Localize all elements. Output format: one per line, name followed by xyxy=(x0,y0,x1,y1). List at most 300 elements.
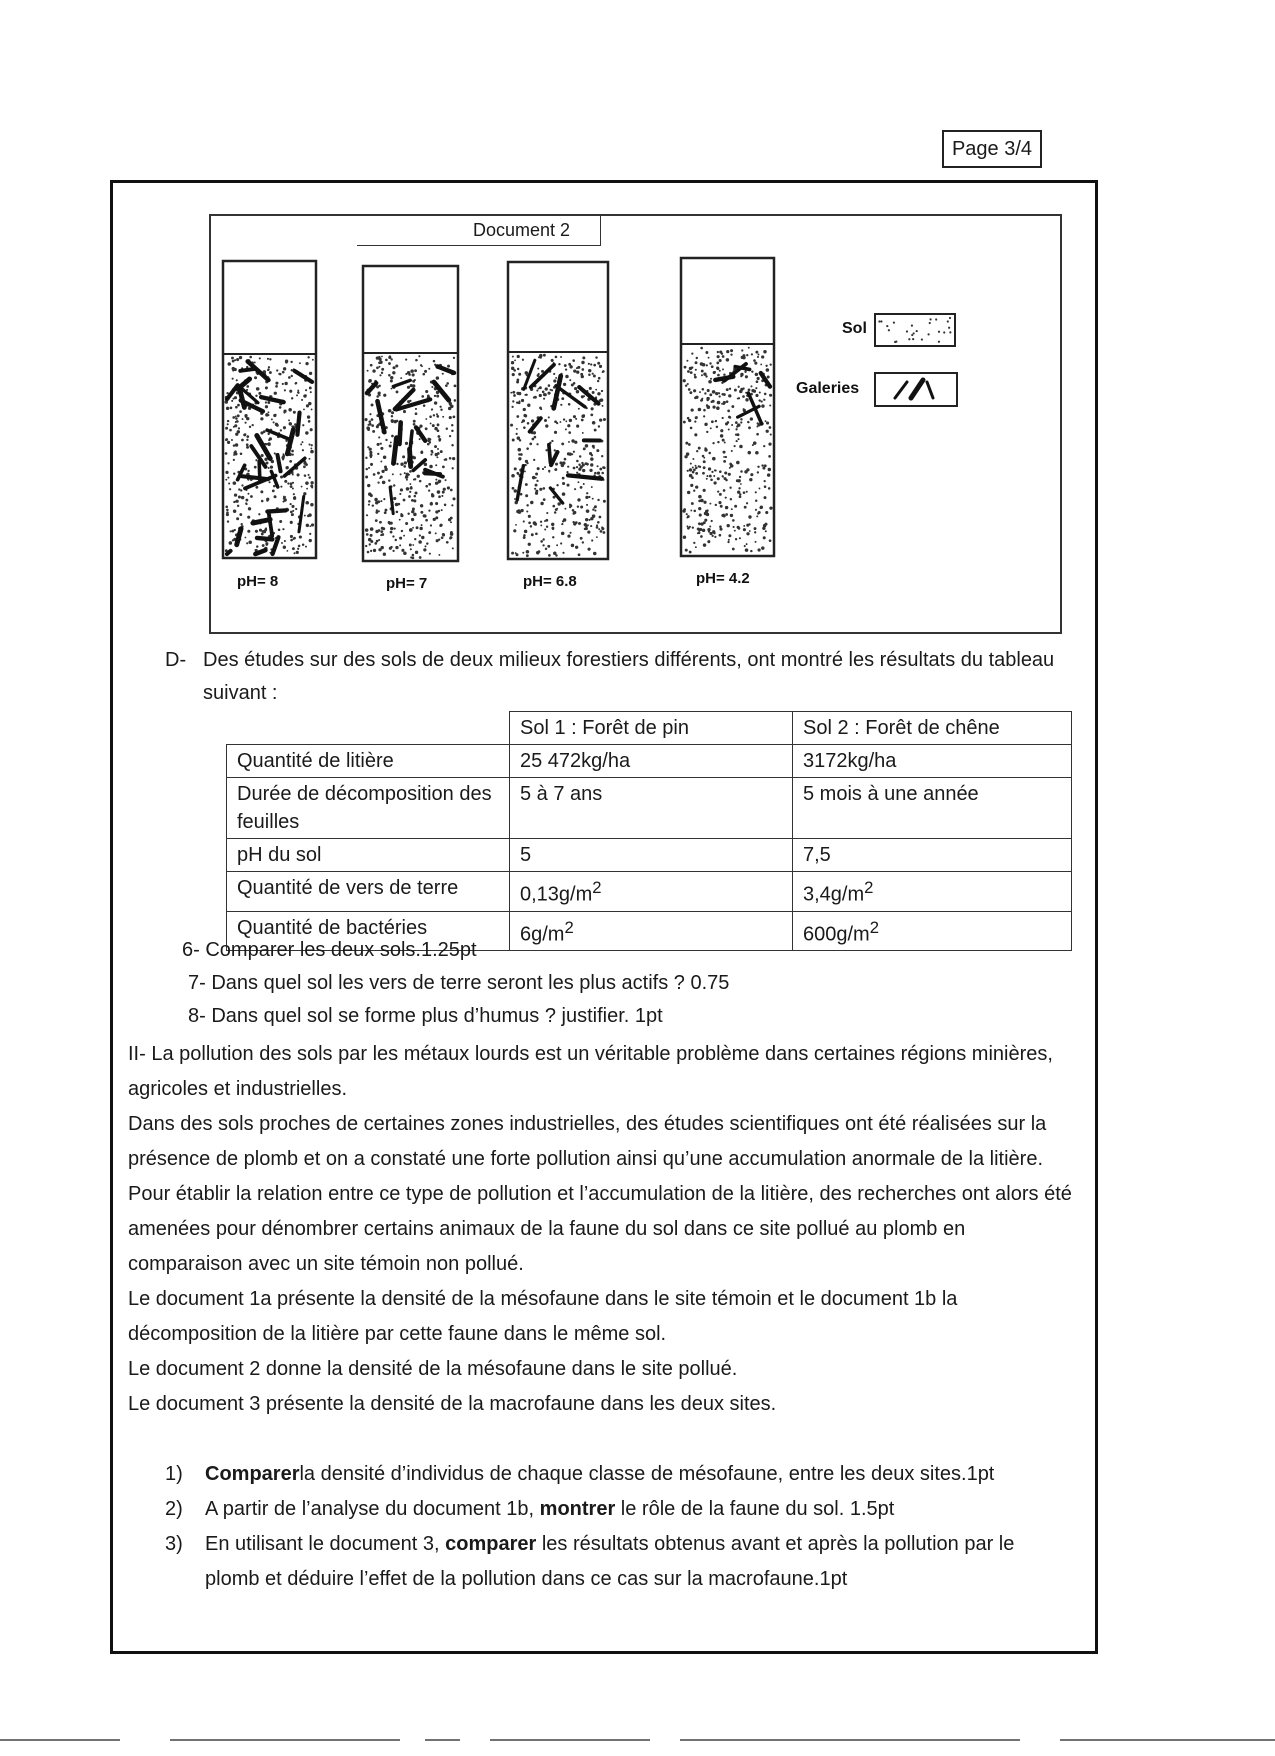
soil-particle xyxy=(390,527,393,530)
soil-particle xyxy=(576,472,578,474)
soil-particle xyxy=(723,451,726,454)
soil-particle xyxy=(454,399,457,402)
soil-particle xyxy=(290,539,293,542)
soil-particle xyxy=(769,426,772,429)
soil-particle xyxy=(551,440,553,442)
row-label: Durée de décomposition des feuilles xyxy=(227,778,510,839)
soil-particle xyxy=(768,468,771,471)
soil-particle xyxy=(235,500,238,503)
soil-particle xyxy=(525,371,529,375)
soil-particle xyxy=(547,392,550,395)
soil-particle xyxy=(597,362,600,365)
soil-particle xyxy=(542,468,544,470)
soil-particle xyxy=(704,512,708,516)
soil-particle xyxy=(423,548,426,551)
soil-particle xyxy=(400,514,403,517)
soil-particle xyxy=(226,407,229,410)
soil-particle xyxy=(728,473,731,476)
question-6: 6- Comparer les deux sols.1.25pt xyxy=(182,939,477,961)
soil-particle xyxy=(414,495,416,497)
soil-particle xyxy=(725,422,728,425)
legend-soil-particle xyxy=(949,331,951,333)
table-corner-cell xyxy=(227,712,510,745)
soil-particle xyxy=(683,379,686,382)
soil-particle xyxy=(309,372,312,375)
soil-particle xyxy=(413,513,417,517)
soil-particle xyxy=(268,467,270,469)
soil-particle xyxy=(371,418,374,421)
soil-particle xyxy=(520,453,523,456)
soil-particle xyxy=(373,473,376,476)
soil-particle xyxy=(746,354,748,356)
soil-particle xyxy=(260,417,263,420)
soil-particle xyxy=(720,429,723,432)
task-text: le rôle de la faune du sol. 1.5pt xyxy=(615,1498,895,1520)
soil-particle xyxy=(374,542,377,545)
soil-particle xyxy=(573,522,576,525)
soil-particle xyxy=(746,524,749,527)
soil-particle xyxy=(261,454,264,457)
soil-particle xyxy=(446,541,449,544)
soil-particle xyxy=(539,488,542,491)
soil-particle xyxy=(365,418,368,421)
soil-particle xyxy=(729,487,731,489)
soil-particle xyxy=(451,430,453,432)
soil-particle xyxy=(599,418,602,421)
soil-particle xyxy=(770,363,772,365)
soil-particle xyxy=(403,465,406,468)
soil-particle xyxy=(574,488,576,490)
soil-particle xyxy=(544,393,547,396)
soil-particle xyxy=(511,367,513,369)
soil-particle xyxy=(292,488,294,490)
soil-particle xyxy=(590,525,592,527)
soil-particle xyxy=(544,419,547,422)
soil-particle xyxy=(512,400,514,402)
soil-particle xyxy=(727,409,730,412)
soil-particle xyxy=(760,364,762,366)
soil-particle xyxy=(532,438,535,441)
soil-particle xyxy=(540,524,542,526)
soil-particle xyxy=(748,388,751,391)
soil-particle xyxy=(689,391,692,394)
soil-particle xyxy=(577,498,580,501)
soil-particle xyxy=(757,377,760,380)
soil-particle xyxy=(236,420,239,423)
soil-particle xyxy=(405,373,407,375)
soil-particle xyxy=(275,414,277,416)
soil-particle xyxy=(285,466,288,469)
soil-particle xyxy=(250,495,253,498)
soil-particle xyxy=(761,546,764,549)
soil-particle xyxy=(516,433,518,435)
soil-particle xyxy=(713,371,716,374)
soil-particle xyxy=(713,481,716,484)
soil-particle xyxy=(555,554,557,556)
soil-particle xyxy=(744,470,747,473)
soil-particle xyxy=(729,463,732,466)
soil-particle xyxy=(731,508,733,510)
soil-particle xyxy=(730,354,732,356)
soil-particle xyxy=(766,421,769,424)
soil-particle xyxy=(706,399,709,402)
soil-particle xyxy=(544,528,546,530)
soil-particle xyxy=(441,509,443,511)
soil-particle xyxy=(292,473,294,475)
paragraph: Le document 1a présente la densité de la mésofaune dans le site témoin et le document 1b la décomposition de la litière par cette faune dans le même sol. xyxy=(128,1288,958,1345)
soil-particle xyxy=(422,373,425,376)
soil-particle xyxy=(694,397,697,400)
soil-particle xyxy=(701,374,703,376)
soil-particle xyxy=(704,392,706,394)
soil-particle xyxy=(565,420,567,422)
soil-particle xyxy=(739,445,743,449)
soil-particle xyxy=(589,387,592,390)
soil-particle xyxy=(565,368,567,370)
soil-comparison-table xyxy=(226,711,1072,951)
footer-rule xyxy=(0,1738,1275,1742)
soil-particle xyxy=(425,485,428,488)
soil-particle xyxy=(451,424,453,426)
soil-particle xyxy=(391,358,393,360)
soil-particle xyxy=(752,444,754,446)
soil-particle xyxy=(588,374,591,377)
soil-particle xyxy=(745,548,749,552)
soil-particle xyxy=(523,408,526,411)
soil-particle xyxy=(369,451,372,454)
task-text: En utilisant le document 3, xyxy=(205,1533,446,1555)
soil-particle xyxy=(706,478,708,480)
soil-particle xyxy=(246,417,249,420)
soil-particle xyxy=(568,363,571,366)
soil-particle xyxy=(376,425,379,428)
soil-particle xyxy=(690,427,693,430)
soil-particle xyxy=(565,428,567,430)
soil-particle xyxy=(725,479,727,481)
soil-particle xyxy=(598,377,601,380)
soil-particle xyxy=(591,486,593,488)
soil-particle xyxy=(723,456,725,458)
soil-particle xyxy=(755,509,757,511)
soil-particle xyxy=(530,501,533,504)
soil-particle xyxy=(545,548,547,550)
soil-particle xyxy=(411,511,414,514)
soil-particle xyxy=(590,463,593,466)
soil-particle xyxy=(580,537,583,540)
soil-particle xyxy=(732,548,735,551)
soil-particle xyxy=(528,521,531,524)
soil-particle xyxy=(540,521,542,523)
soil-particle xyxy=(381,372,383,374)
soil-particle xyxy=(695,467,698,470)
soil-particle xyxy=(540,502,543,505)
soil-particle xyxy=(539,394,542,397)
soil-particle xyxy=(408,373,411,376)
soil-particle xyxy=(432,451,434,453)
legend-soil-label: Sol xyxy=(842,320,867,337)
soil-particle xyxy=(410,548,412,550)
soil-particle xyxy=(310,448,312,450)
soil-particle xyxy=(385,439,387,441)
soil-particle xyxy=(758,354,760,356)
soil-particle xyxy=(703,457,705,459)
soil-particle xyxy=(707,405,711,409)
soil-particle xyxy=(370,456,372,458)
soil-particle xyxy=(306,488,308,490)
soil-particle xyxy=(683,421,686,424)
soil-particle xyxy=(722,476,724,478)
soil-particle xyxy=(236,379,238,381)
soil-particle xyxy=(536,389,538,391)
soil-particle xyxy=(716,362,719,365)
soil-particle xyxy=(414,538,416,540)
paragraph: Le document 2 donne la densité de la mésofaune dans le site pollué. xyxy=(128,1358,738,1380)
soil-particle xyxy=(419,480,422,483)
soil-particle xyxy=(261,533,264,536)
task-verb: montrer xyxy=(539,1498,616,1520)
soil-particle xyxy=(283,546,286,549)
soil-particle xyxy=(265,527,267,529)
soil-particle xyxy=(750,550,752,552)
soil-particle xyxy=(524,530,528,534)
soil-particle xyxy=(440,450,443,453)
soil-particle xyxy=(535,484,538,487)
soil-particle xyxy=(276,369,278,371)
soil-particle xyxy=(425,418,427,420)
soil-particle xyxy=(702,363,706,367)
soil-particle xyxy=(691,353,693,355)
soil-particle xyxy=(580,486,583,489)
soil-particle xyxy=(293,411,296,414)
soil-particle xyxy=(757,356,759,358)
soil-particle xyxy=(586,504,588,506)
gallery-burrow xyxy=(297,413,299,435)
soil-particle xyxy=(583,483,585,485)
soil-particle xyxy=(740,388,743,391)
soil-particle xyxy=(698,507,701,510)
soil-particle xyxy=(367,551,370,554)
soil-particle xyxy=(269,481,271,483)
soil-particle xyxy=(297,548,299,550)
soil-particle xyxy=(256,387,260,391)
soil-particle xyxy=(554,511,557,514)
soil-particle xyxy=(400,463,403,466)
soil-particle xyxy=(576,371,579,374)
soil-particle xyxy=(591,539,593,541)
soil-particle xyxy=(234,396,237,399)
soil-particle xyxy=(377,443,380,446)
soil-particle xyxy=(546,512,548,514)
soil-particle xyxy=(374,498,378,502)
soil-particle xyxy=(260,490,263,493)
soil-particle xyxy=(530,525,532,527)
soil-particle xyxy=(736,461,740,465)
soil-particle xyxy=(726,350,729,353)
soil-particle xyxy=(763,536,766,539)
soil-particle xyxy=(712,442,714,444)
soil-particle xyxy=(581,462,583,464)
soil-particle xyxy=(559,421,561,423)
soil-particle xyxy=(698,530,700,532)
soil-particle xyxy=(424,370,427,373)
soil-particle xyxy=(740,470,743,473)
soil-particle xyxy=(754,527,757,530)
soil-particle xyxy=(370,540,373,543)
soil-particle xyxy=(538,388,540,390)
soil-particle xyxy=(769,404,771,406)
soil-particle xyxy=(696,416,698,418)
soil-particle xyxy=(298,392,300,394)
soil-particle xyxy=(705,375,707,377)
page-number-label: Page 3/4 xyxy=(942,130,1042,168)
soil-particle xyxy=(519,439,521,441)
soil-particle xyxy=(435,516,438,519)
soil-particle xyxy=(721,353,723,355)
soil-particle xyxy=(255,486,258,489)
soil-particle xyxy=(415,491,418,494)
soil-particle xyxy=(529,443,532,446)
soil-particle xyxy=(283,409,286,412)
soil-particle xyxy=(449,536,452,539)
soil-particle xyxy=(449,416,452,419)
soil-particle xyxy=(593,552,596,555)
soil-particle xyxy=(412,557,415,560)
soil-particle xyxy=(452,457,455,460)
soil-particle xyxy=(269,371,272,374)
soil-particle xyxy=(241,523,243,525)
soil-particle xyxy=(723,460,726,463)
soil-particle xyxy=(512,487,515,490)
soil-particle xyxy=(556,544,558,546)
soil-particle xyxy=(389,523,391,525)
soil-particle xyxy=(603,418,606,421)
soil-particle xyxy=(225,452,228,455)
soil-particle xyxy=(756,515,758,517)
soil-particle xyxy=(238,495,241,498)
soil-particle xyxy=(685,442,688,445)
soil-particle xyxy=(396,390,399,393)
soil-particle xyxy=(583,414,585,416)
soil-particle xyxy=(544,466,546,468)
soil-particle xyxy=(308,474,310,476)
task-item xyxy=(165,1492,1070,1527)
soil-particle xyxy=(231,400,233,402)
soil-particle xyxy=(512,439,515,442)
soil-particle xyxy=(600,530,603,533)
soil-particle xyxy=(594,510,596,512)
soil-particle xyxy=(521,421,523,423)
soil-particle xyxy=(706,364,708,366)
soil-particle xyxy=(441,495,443,497)
soil-particle xyxy=(259,357,261,359)
legend-soil-particle xyxy=(935,318,937,320)
soil-particle xyxy=(407,400,410,403)
task-text: A partir de l’analyse du document 1b, xyxy=(205,1498,540,1520)
soil-particle xyxy=(377,472,380,475)
soil-particle xyxy=(388,374,391,377)
soil-particle xyxy=(513,529,516,532)
soil-particle xyxy=(585,496,588,499)
soil-particle xyxy=(379,395,381,397)
soil-particle xyxy=(255,395,257,397)
soil-particle xyxy=(695,472,698,475)
soil-particle xyxy=(229,429,232,432)
soil-particle xyxy=(739,537,741,539)
row-label: Quantité de litière xyxy=(227,745,510,778)
soil-particle xyxy=(390,442,392,444)
soil-particle xyxy=(597,392,600,395)
soil-particle xyxy=(719,493,722,496)
soil-particle xyxy=(291,375,293,377)
soil-particle xyxy=(596,526,599,529)
ph-label: pH= 8 xyxy=(237,573,279,590)
soil-particle xyxy=(745,398,748,401)
soil-particle xyxy=(426,542,428,544)
soil-particle xyxy=(769,539,772,542)
soil-particle xyxy=(553,373,555,375)
ph-label: pH= 6.8 xyxy=(523,573,577,590)
soil-particle xyxy=(275,385,278,388)
soil-particle xyxy=(393,484,395,486)
soil-particle xyxy=(567,424,570,427)
soil-particle xyxy=(703,543,706,546)
soil-particle xyxy=(370,550,372,552)
soil-particle xyxy=(522,359,524,361)
soil-particle xyxy=(748,451,752,455)
soil-particle xyxy=(539,407,542,410)
soil-particle xyxy=(268,443,271,446)
soil-particle xyxy=(280,486,282,488)
soil-particle xyxy=(261,500,264,503)
soil-particle xyxy=(236,517,239,520)
soil-particle xyxy=(699,391,701,393)
soil-particle xyxy=(733,526,735,528)
soil-particle xyxy=(518,392,521,395)
soil-particle xyxy=(588,363,590,365)
soil-particle xyxy=(724,472,727,475)
soil-particle xyxy=(735,428,737,430)
table-header: Sol 1 : Forêt de pin xyxy=(510,712,793,745)
row-label: Quantité de bactéries xyxy=(227,911,510,951)
soil-particle xyxy=(719,395,721,397)
soil-particle xyxy=(740,483,742,485)
legend-soil-particle xyxy=(912,338,914,340)
soil-particle xyxy=(719,525,722,528)
soil-particle xyxy=(394,527,396,529)
soil-particle xyxy=(442,416,444,418)
soil-particle xyxy=(419,556,422,559)
soil-particle xyxy=(765,365,767,367)
soil-particle xyxy=(598,528,600,530)
legend-soil-particle xyxy=(906,330,908,332)
soil-particle xyxy=(233,501,235,503)
soil-particle xyxy=(756,380,759,383)
soil-particle xyxy=(446,382,449,385)
soil-particle xyxy=(764,496,767,499)
soil-particle xyxy=(248,507,251,510)
soil-particle xyxy=(593,364,596,367)
soil-particle xyxy=(275,423,278,426)
soil-particle xyxy=(770,433,772,435)
soil-particle xyxy=(516,553,519,556)
soil-particle xyxy=(231,357,234,360)
soil-particle xyxy=(684,455,687,458)
document-2-figure xyxy=(209,214,1062,634)
soil-particle xyxy=(520,509,523,512)
soil-particle xyxy=(227,520,229,522)
soil-particle xyxy=(428,509,430,511)
soil-particle xyxy=(365,457,367,459)
